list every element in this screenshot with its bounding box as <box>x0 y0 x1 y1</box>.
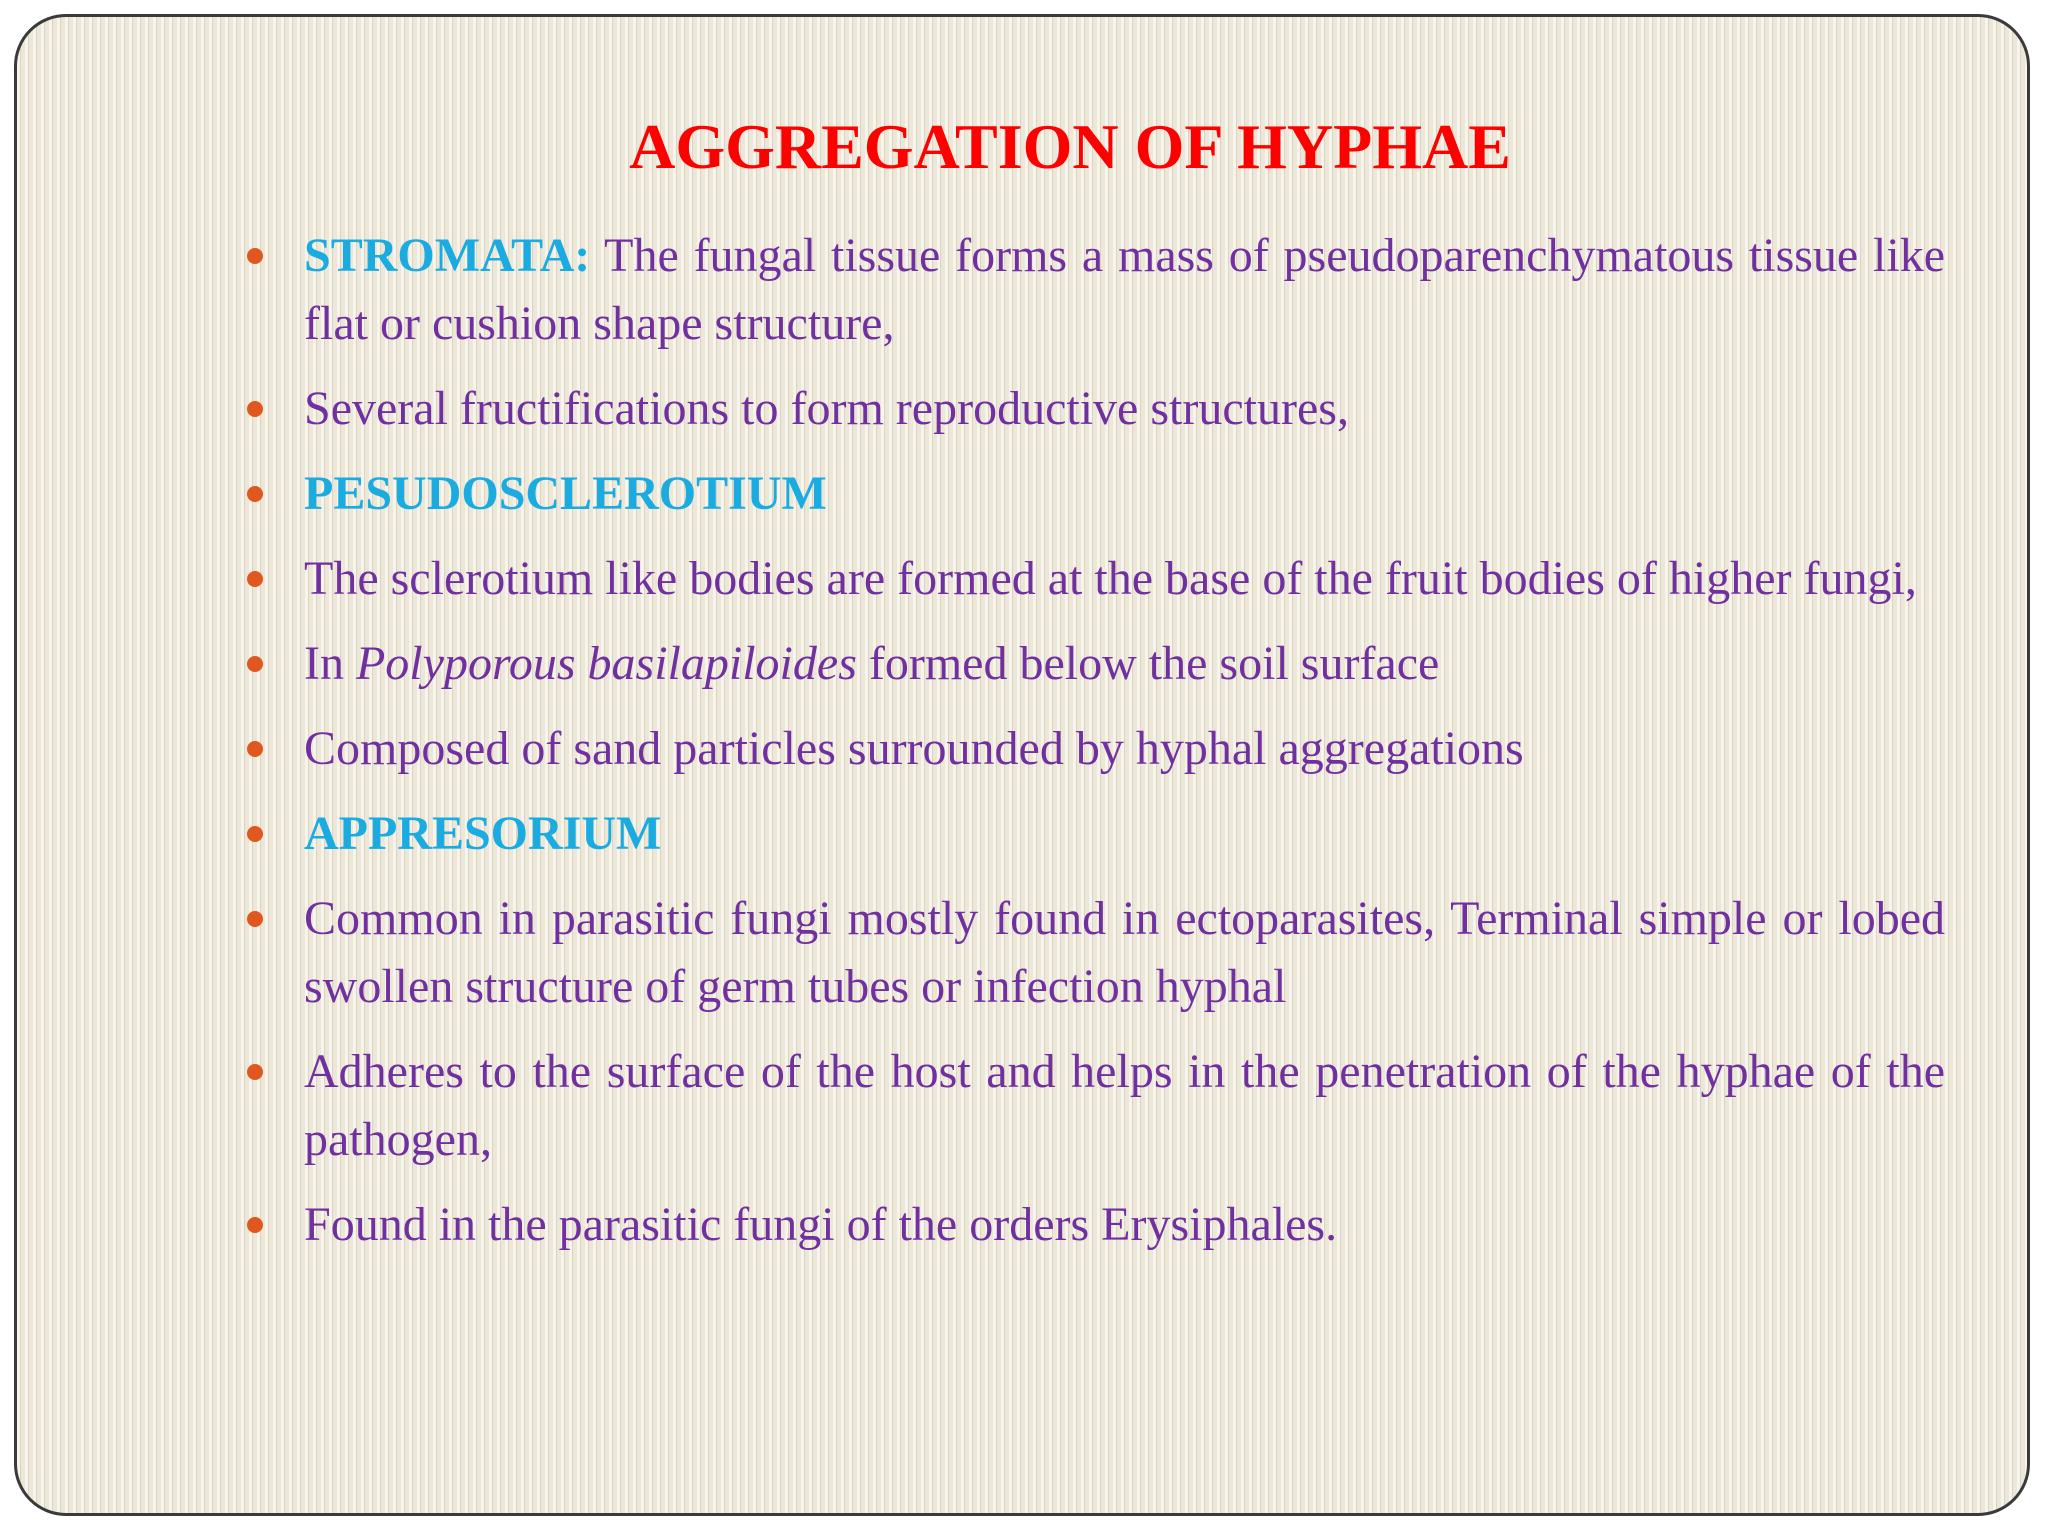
bullet-sclerotium-bodies <box>233 545 1945 613</box>
bullet-stromata <box>233 222 1945 358</box>
bullet-dot-icon <box>247 1064 263 1080</box>
stromata-heading: STROMATA: <box>304 229 591 282</box>
appresorium-heading: APPRESORIUM <box>304 807 662 860</box>
polyporous-prefix: In <box>304 637 356 690</box>
erysiphales-text: Found in the parasitic fungi of the orders Erysiphales. <box>304 1198 1338 1251</box>
bullet-pesudosclerotium <box>233 460 1945 528</box>
stromata-text: The fungal tissue forms a mass of pseudoparenchymatous tissue like flat or cushion shape structure, <box>304 229 1945 350</box>
bullet-sand-particles <box>233 715 1945 783</box>
bullet-appresorium <box>233 800 1945 868</box>
slide-title: AGGREGATION OF HYPHAE <box>629 111 1511 182</box>
polyporous-suffix: formed below the soil surface <box>856 637 1440 690</box>
bullet-dot-icon <box>247 486 263 502</box>
bullet-parasitic-fungi <box>233 885 1945 1021</box>
bullet-polyporous <box>233 630 1945 698</box>
bullet-dot-icon <box>247 401 263 417</box>
pesudosclerotium-heading: PESUDOSCLEROTIUM <box>304 467 827 520</box>
slide-frame <box>14 14 2030 1516</box>
fructifications-text: Several fructifications to form reproductive structures, <box>304 382 1349 435</box>
bullet-dot-icon <box>247 571 263 587</box>
sclerotium-bodies-text: The sclerotium like bodies are formed at the base of the fruit bodies of higher fungi, <box>304 552 1917 605</box>
bullet-adheres <box>233 1038 1945 1174</box>
parasitic-fungi-text: Common in parasitic fungi mostly found in ectoparasites, Terminal simple or lobed swollen structure of germ tubes or infection hyphal <box>304 892 1945 1013</box>
bullet-list <box>233 222 1945 1276</box>
bullet-dot-icon <box>247 656 263 672</box>
bullet-dot-icon <box>247 741 263 757</box>
bullet-dot-icon <box>247 826 263 842</box>
bullet-dot-icon <box>247 1217 263 1233</box>
sand-particles-text: Composed of sand particles surrounded by hyphal aggregations <box>304 722 1524 775</box>
bullet-fructifications <box>233 375 1945 443</box>
bullet-dot-icon <box>247 248 263 264</box>
adheres-text: Adheres to the surface of the host and helps in the penetration of the hyphae of the pathogen, <box>304 1045 1945 1166</box>
bullet-erysiphales <box>233 1191 1945 1259</box>
bullet-dot-icon <box>247 911 263 927</box>
polyporous-species-name: Polyporous basilapiloides <box>355 637 857 690</box>
